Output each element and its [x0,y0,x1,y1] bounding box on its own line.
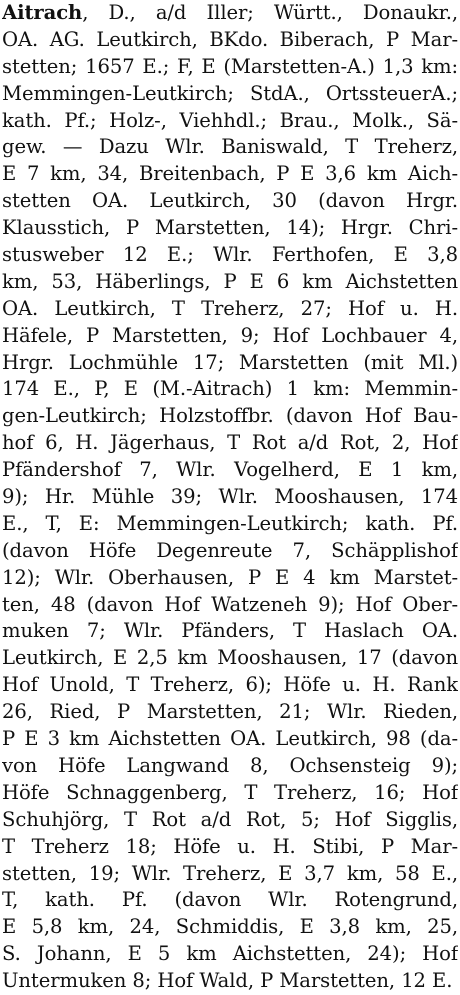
entry-line: Häfele, P Marstetten, 9; Hof Lochbauer 4, [2,323,458,347]
entry-line: km, 53, Häberlings, P E 6 km Aichstetten [2,269,458,293]
entry-line: stusweber 12 E.; Wlr. Ferthofen, E 3,8 [2,243,458,267]
entry-line: Hrgr. Lochmühle 17; Marstetten (mit Ml.) [2,350,458,374]
entry-line: Leutkirch, E 2,5 km Mooshausen, 17 (davon [2,646,458,670]
entry-line: Klausstich, P Marstetten, 14); Hrgr. Chri- [2,216,458,240]
entry-line: gen-Leutkirch; Holzstoffbr. (davon Hof Bau- [2,404,458,428]
entry-line: kath. Pf.; Holz-, Viehhdl.; Brau., Molk., Sä- [2,108,458,132]
entry-line: stetten OA. Leutkirch, 30 (davon Hrgr. [2,189,458,213]
entry-line: Memmingen-Leutkirch; StdA., OrtssteuerA.; [2,81,458,105]
entry-line: E., T, E: Memmingen-Leutkirch; kath. Pf. [2,511,458,535]
entry-line: T Treherz 18; Höfe u. H. Stibi, P Mar- [2,834,458,858]
entry-line: stetten, 19; Wlr. Treherz, E 3,7 km, 58 E., [2,861,458,885]
entry-line-text: , D., a/d Iller; Württ., Donaukr., [82,1,458,24]
entry-line: OA. Leutkirch, T Treherz, 27; Hof u. H. [2,296,458,320]
entry-line [2,0,458,27]
entry-line: 26, Ried, P Marstetten, 21; Wlr. Rieden, [2,700,458,724]
entry-line: Schuhjörg, T Rot a/d Rot, 5; Hof Sigglis, [2,807,458,831]
entry-line: gew. — Dazu Wlr. Baniswald, T Treherz, [2,135,458,159]
entry-headword: Aitrach [2,1,83,24]
entry-line: P E 3 km Aichstetten OA. Leutkirch, 98 (da- [2,727,458,751]
entry-line: OA. AG. Leutkirch, BKdo. Biberach, P Mar- [2,27,458,51]
entry-line: stetten; 1657 E.; F, E (Marstetten-A.) 1,3 km: [2,54,458,78]
entry-line: muken 7; Wlr. Pfänders, T Haslach OA. [2,619,458,643]
entry-line: E 5,8 km, 24, Schmiddis, E 3,8 km, 25, [2,915,458,939]
entry-line: S. Johann, E 5 km Aichstetten, 24); Hof [2,942,458,966]
entry-line: T, kath. Pf. (davon Wlr. Rotengrund, [2,888,458,912]
entry-line: E 7 km, 34, Breitenbach, P E 3,6 km Aich- [2,162,458,186]
entry-line: von Höfe Langwand 8, Ochsensteig 9); [2,753,458,777]
entry-line: 12); Wlr. Oberhausen, P E 4 km Marstet- [2,565,458,589]
entry-line: 174 E., P, E (M.-Aitrach) 1 km: Memmin- [2,377,458,401]
entry-line: Höfe Schnaggenberg, T Treherz, 16; Hof [2,780,458,804]
entry-line: ten, 48 (davon Hof Watzeneh 9); Hof Ober- [2,592,458,616]
entry-line: 9); Hr. Mühle 39; Wlr. Mooshausen, 174 [2,485,458,509]
entry-line: (davon Höfe Degenreute 7, Schäpplishof [2,538,458,562]
gazetteer-entry-aitrach [2,0,458,995]
entry-line: Hof Unold, T Treherz, 6); Höfe u. H. Rank [2,673,458,697]
entry-line: hof 6, H. Jägerhaus, T Rot a/d Rot, 2, Hof [2,431,458,455]
entry-line: Untermuken 8; Hof Wald, P Marstetten, 12 E. [2,969,453,993]
entry-line: Pfändershof 7, Wlr. Vogelherd, E 1 km, [2,458,458,482]
